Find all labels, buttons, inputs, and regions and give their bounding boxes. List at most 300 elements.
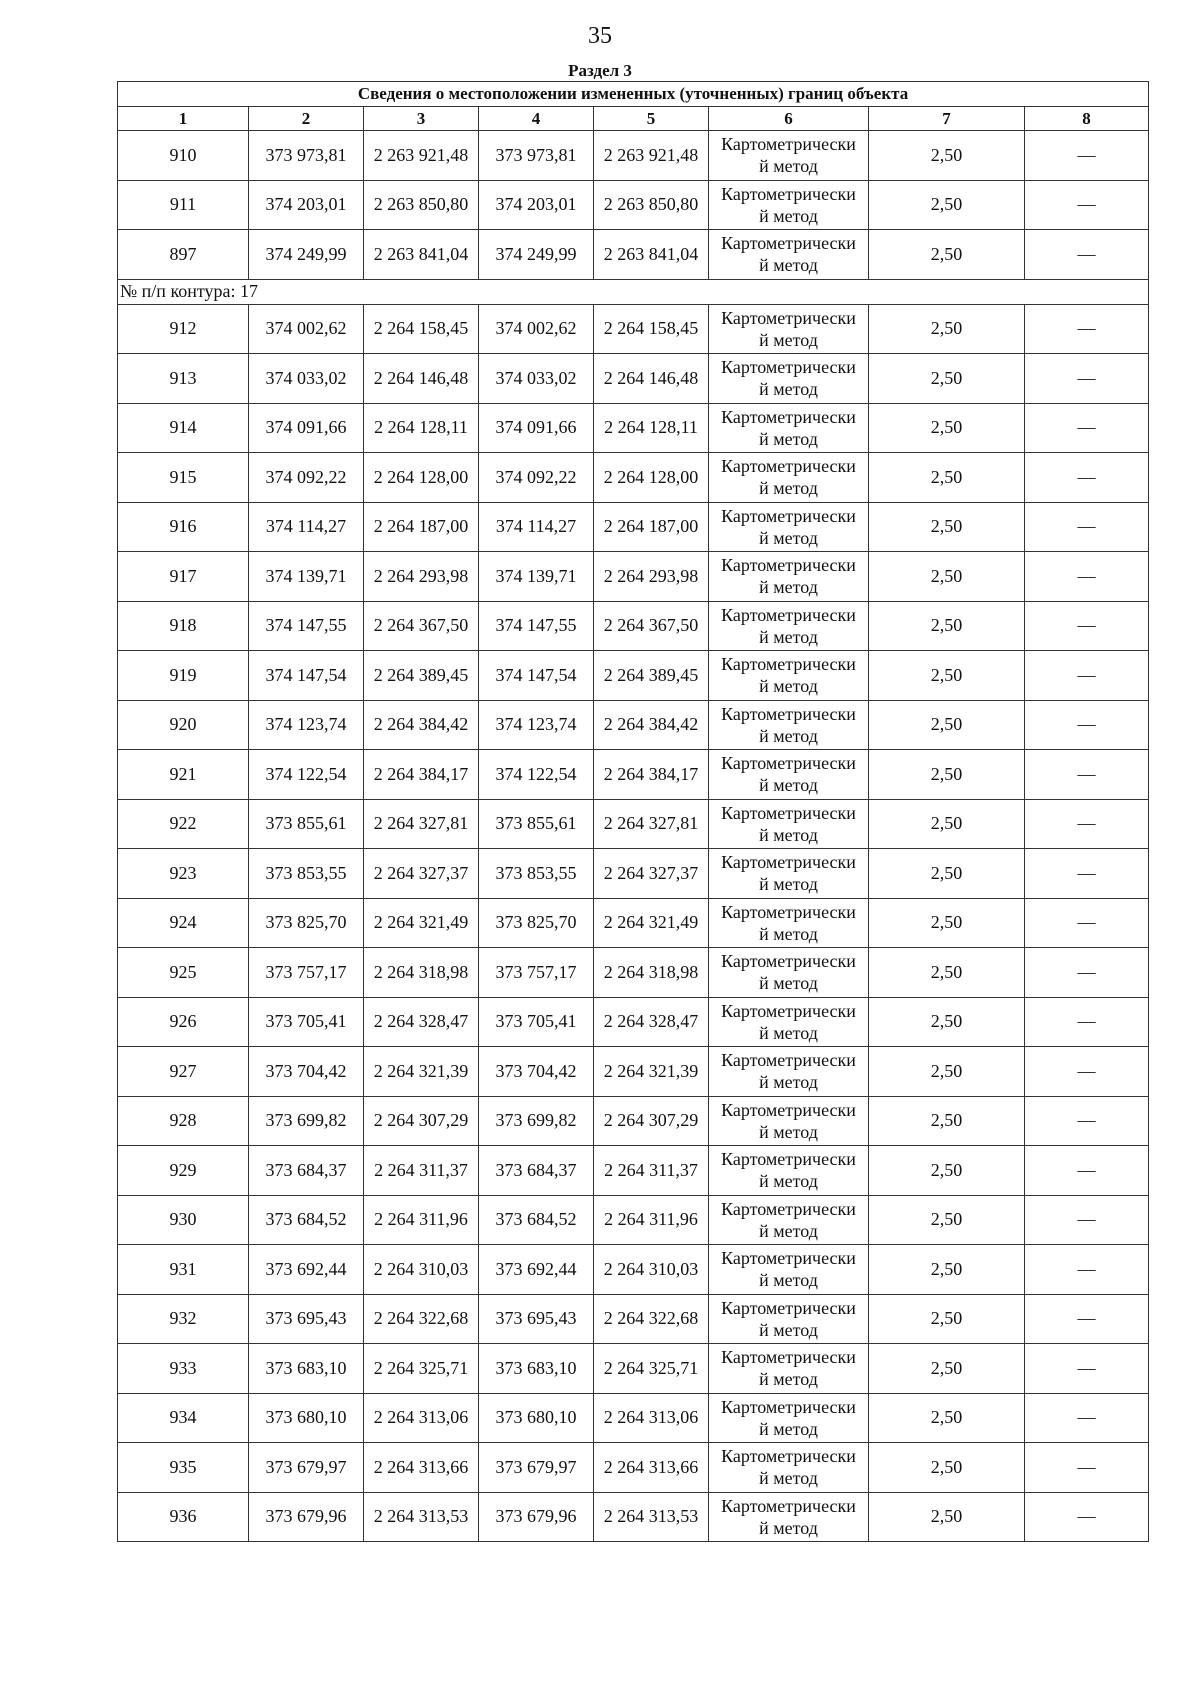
method-text-line: Картометрически <box>721 555 856 576</box>
cell-y-new: 2 264 327,37 <box>594 849 709 899</box>
cell-method <box>709 750 869 800</box>
cell-point-number: 913 <box>118 354 249 404</box>
method-text-line: Картометрически <box>721 233 856 254</box>
cell-method <box>709 1443 869 1493</box>
cell-description: — <box>1025 502 1149 552</box>
cell-accuracy: 2,50 <box>869 1146 1025 1196</box>
cell-description: — <box>1025 1096 1149 1146</box>
cell-x-new: 374 091,66 <box>479 403 594 453</box>
cell-y-new: 2 264 310,03 <box>594 1245 709 1295</box>
cell-accuracy: 2,50 <box>869 1393 1025 1443</box>
table-row <box>118 1393 1149 1443</box>
method-text-line: Картометрически <box>721 1050 856 1071</box>
table-row <box>118 131 1149 181</box>
method-text-line: й метод <box>759 1121 818 1142</box>
cell-accuracy: 2,50 <box>869 1294 1025 1344</box>
table-row <box>118 799 1149 849</box>
method-text-line: Картометрически <box>721 406 856 427</box>
method-text-line: й метод <box>759 379 818 400</box>
method-text-line: й метод <box>759 1517 818 1538</box>
cell-point-number: 925 <box>118 948 249 998</box>
method-text-line: Картометрически <box>721 1099 856 1120</box>
cell-accuracy: 2,50 <box>869 1195 1025 1245</box>
method-text-line: й метод <box>759 676 818 697</box>
method-text-line: Картометрически <box>721 1495 856 1516</box>
cell-y-new: 2 264 384,17 <box>594 750 709 800</box>
cell-accuracy: 2,50 <box>869 1443 1025 1493</box>
cell-point-number: 921 <box>118 750 249 800</box>
cell-method <box>709 1245 869 1295</box>
cell-accuracy: 2,50 <box>869 403 1025 453</box>
cell-description: — <box>1025 601 1149 651</box>
cell-x-new: 374 114,27 <box>479 502 594 552</box>
method-text-line: й метод <box>759 775 818 796</box>
cell-x-existing: 373 679,97 <box>249 1443 364 1493</box>
cell-x-existing: 374 249,99 <box>249 230 364 280</box>
column-header-3: 3 <box>364 107 479 131</box>
column-header-6: 6 <box>709 107 869 131</box>
cell-y-new: 2 264 311,37 <box>594 1146 709 1196</box>
cell-method <box>709 898 869 948</box>
cell-y-new: 2 264 322,68 <box>594 1294 709 1344</box>
cell-point-number: 935 <box>118 1443 249 1493</box>
cell-x-existing: 374 203,01 <box>249 180 364 230</box>
table-row <box>118 1195 1149 1245</box>
cell-accuracy: 2,50 <box>869 1047 1025 1097</box>
method-text-line: Картометрически <box>721 1198 856 1219</box>
cell-method <box>709 304 869 354</box>
table-row <box>118 1047 1149 1097</box>
cell-x-existing: 373 683,10 <box>249 1344 364 1394</box>
cell-x-new: 373 699,82 <box>479 1096 594 1146</box>
cell-point-number: 916 <box>118 502 249 552</box>
table-row <box>118 1344 1149 1394</box>
cell-description: — <box>1025 1146 1149 1196</box>
cell-y-existing: 2 264 310,03 <box>364 1245 479 1295</box>
cell-description: — <box>1025 898 1149 948</box>
cell-description: — <box>1025 230 1149 280</box>
cell-point-number: 923 <box>118 849 249 899</box>
cell-description: — <box>1025 1393 1149 1443</box>
cell-y-new: 2 264 146,48 <box>594 354 709 404</box>
cell-description: — <box>1025 1047 1149 1097</box>
table-row <box>118 601 1149 651</box>
cell-x-new: 373 853,55 <box>479 849 594 899</box>
cell-y-new: 2 264 158,45 <box>594 304 709 354</box>
cell-method <box>709 849 869 899</box>
cell-y-existing: 2 264 384,42 <box>364 700 479 750</box>
column-header-2: 2 <box>249 107 364 131</box>
cell-point-number: 897 <box>118 230 249 280</box>
cell-accuracy: 2,50 <box>869 898 1025 948</box>
cell-point-number: 934 <box>118 1393 249 1443</box>
cell-x-new: 374 249,99 <box>479 230 594 280</box>
cell-y-existing: 2 264 307,29 <box>364 1096 479 1146</box>
cell-x-new: 373 757,17 <box>479 948 594 998</box>
cell-y-existing: 2 264 311,96 <box>364 1195 479 1245</box>
cell-y-new: 2 264 293,98 <box>594 552 709 602</box>
cell-method <box>709 180 869 230</box>
cell-y-existing: 2 264 321,39 <box>364 1047 479 1097</box>
cell-x-existing: 373 973,81 <box>249 131 364 181</box>
cell-y-existing: 2 264 384,17 <box>364 750 479 800</box>
cell-accuracy: 2,50 <box>869 651 1025 701</box>
cell-x-new: 373 695,43 <box>479 1294 594 1344</box>
cell-y-new: 2 264 321,39 <box>594 1047 709 1097</box>
contour-row <box>118 279 1149 304</box>
cell-y-existing: 2 264 321,49 <box>364 898 479 948</box>
column-header-8: 8 <box>1025 107 1149 131</box>
cell-x-existing: 374 092,22 <box>249 453 364 503</box>
cell-y-existing: 2 264 325,71 <box>364 1344 479 1394</box>
cell-y-existing: 2 264 128,00 <box>364 453 479 503</box>
method-text-line: й метод <box>759 1220 818 1241</box>
table-row <box>118 651 1149 701</box>
method-text-line: Картометрически <box>721 183 856 204</box>
cell-y-existing: 2 264 313,66 <box>364 1443 479 1493</box>
cell-y-existing: 2 264 367,50 <box>364 601 479 651</box>
table-row <box>118 750 1149 800</box>
cell-y-existing: 2 264 322,68 <box>364 1294 479 1344</box>
cell-description: — <box>1025 651 1149 701</box>
method-text-line: й метод <box>759 577 818 598</box>
cell-method <box>709 1047 869 1097</box>
cell-x-existing: 373 684,52 <box>249 1195 364 1245</box>
method-text-line: й метод <box>759 527 818 548</box>
table-row <box>118 948 1149 998</box>
cell-y-existing: 2 264 311,37 <box>364 1146 479 1196</box>
cell-x-new: 373 855,61 <box>479 799 594 849</box>
table-row <box>118 180 1149 230</box>
cell-point-number: 924 <box>118 898 249 948</box>
cell-point-number: 917 <box>118 552 249 602</box>
cell-description: — <box>1025 552 1149 602</box>
column-header-4: 4 <box>479 107 594 131</box>
cell-method <box>709 700 869 750</box>
method-text-line: Картометрически <box>721 753 856 774</box>
cell-y-new: 2 264 325,71 <box>594 1344 709 1394</box>
cell-x-existing: 374 123,74 <box>249 700 364 750</box>
cell-x-new: 373 680,10 <box>479 1393 594 1443</box>
cell-description: — <box>1025 750 1149 800</box>
table-row <box>118 552 1149 602</box>
method-text-line: Картометрически <box>721 901 856 922</box>
cell-method <box>709 1195 869 1245</box>
cell-y-new: 2 264 389,45 <box>594 651 709 701</box>
cell-point-number: 911 <box>118 180 249 230</box>
cell-x-existing: 374 114,27 <box>249 502 364 552</box>
cell-accuracy: 2,50 <box>869 750 1025 800</box>
cell-x-new: 373 825,70 <box>479 898 594 948</box>
cell-y-new: 2 264 367,50 <box>594 601 709 651</box>
cell-y-existing: 2 264 327,37 <box>364 849 479 899</box>
method-text-line: й метод <box>759 973 818 994</box>
method-text-line: Картометрически <box>721 703 856 724</box>
cell-description: — <box>1025 1245 1149 1295</box>
cell-x-existing: 373 680,10 <box>249 1393 364 1443</box>
method-text-line: й метод <box>759 874 818 895</box>
cell-description: — <box>1025 1344 1149 1394</box>
method-text-line: Картометрически <box>721 1149 856 1170</box>
cell-x-new: 374 002,62 <box>479 304 594 354</box>
method-text-line: й метод <box>759 255 818 276</box>
table-row <box>118 700 1149 750</box>
table-row <box>118 898 1149 948</box>
column-header-1: 1 <box>118 107 249 131</box>
table-row <box>118 403 1149 453</box>
cell-y-new: 2 264 311,96 <box>594 1195 709 1245</box>
cell-accuracy: 2,50 <box>869 1245 1025 1295</box>
method-text-line: Картометрически <box>721 456 856 477</box>
table-row <box>118 230 1149 280</box>
table-row <box>118 1294 1149 1344</box>
method-text-line: й метод <box>759 156 818 177</box>
cell-x-existing: 373 705,41 <box>249 997 364 1047</box>
cell-y-new: 2 264 328,47 <box>594 997 709 1047</box>
cell-x-new: 374 147,54 <box>479 651 594 701</box>
cell-y-existing: 2 264 313,53 <box>364 1492 479 1542</box>
cell-y-new: 2 264 318,98 <box>594 948 709 998</box>
cell-y-existing: 2 263 841,04 <box>364 230 479 280</box>
cell-point-number: 922 <box>118 799 249 849</box>
contour-label: № п/п контура: 17 <box>118 279 1149 304</box>
cell-x-existing: 373 699,82 <box>249 1096 364 1146</box>
method-text-line: й метод <box>759 1319 818 1340</box>
table-row <box>118 1245 1149 1295</box>
cell-method <box>709 948 869 998</box>
cell-x-existing: 373 695,43 <box>249 1294 364 1344</box>
cell-accuracy: 2,50 <box>869 799 1025 849</box>
method-text-line: й метод <box>759 1468 818 1489</box>
cell-method <box>709 552 869 602</box>
cell-accuracy: 2,50 <box>869 1096 1025 1146</box>
cell-description: — <box>1025 180 1149 230</box>
cell-x-existing: 374 139,71 <box>249 552 364 602</box>
method-text-line: Картометрически <box>721 1396 856 1417</box>
cell-x-existing: 373 825,70 <box>249 898 364 948</box>
cell-accuracy: 2,50 <box>869 948 1025 998</box>
cell-x-new: 373 684,37 <box>479 1146 594 1196</box>
method-text-line: й метод <box>759 1171 818 1192</box>
cell-y-existing: 2 263 921,48 <box>364 131 479 181</box>
cell-x-new: 374 139,71 <box>479 552 594 602</box>
cell-accuracy: 2,50 <box>869 304 1025 354</box>
cell-method <box>709 1492 869 1542</box>
cell-x-new: 374 147,55 <box>479 601 594 651</box>
cell-accuracy: 2,50 <box>869 1344 1025 1394</box>
cell-method <box>709 230 869 280</box>
cell-accuracy: 2,50 <box>869 849 1025 899</box>
cell-point-number: 927 <box>118 1047 249 1097</box>
cell-point-number: 930 <box>118 1195 249 1245</box>
method-text-line: Картометрически <box>721 357 856 378</box>
table-row <box>118 1096 1149 1146</box>
method-text-line: Картометрически <box>721 307 856 328</box>
cell-method <box>709 997 869 1047</box>
cell-method <box>709 601 869 651</box>
cell-accuracy: 2,50 <box>869 997 1025 1047</box>
cell-point-number: 920 <box>118 700 249 750</box>
cell-description: — <box>1025 354 1149 404</box>
cell-accuracy: 2,50 <box>869 502 1025 552</box>
method-text-line: й метод <box>759 1369 818 1390</box>
cell-description: — <box>1025 1195 1149 1245</box>
cell-x-existing: 374 122,54 <box>249 750 364 800</box>
cell-x-existing: 374 147,54 <box>249 651 364 701</box>
method-text-line: й метод <box>759 626 818 647</box>
cell-x-existing: 373 692,44 <box>249 1245 364 1295</box>
cell-x-existing: 374 033,02 <box>249 354 364 404</box>
table-row <box>118 997 1149 1047</box>
cell-method <box>709 403 869 453</box>
cell-y-new: 2 264 313,66 <box>594 1443 709 1493</box>
cell-y-existing: 2 263 850,80 <box>364 180 479 230</box>
cell-x-new: 373 684,52 <box>479 1195 594 1245</box>
cell-point-number: 931 <box>118 1245 249 1295</box>
cell-y-existing: 2 264 318,98 <box>364 948 479 998</box>
cell-point-number: 910 <box>118 131 249 181</box>
cell-y-new: 2 264 321,49 <box>594 898 709 948</box>
section-title: Раздел 3 <box>568 61 632 80</box>
cell-method <box>709 354 869 404</box>
cell-method <box>709 453 869 503</box>
cell-point-number: 933 <box>118 1344 249 1394</box>
method-text-line: й метод <box>759 923 818 944</box>
cell-x-existing: 373 853,55 <box>249 849 364 899</box>
method-text-line: й метод <box>759 1418 818 1439</box>
cell-description: — <box>1025 131 1149 181</box>
cell-description: — <box>1025 1443 1149 1493</box>
cell-x-existing: 374 091,66 <box>249 403 364 453</box>
cell-x-new: 373 704,42 <box>479 1047 594 1097</box>
method-text-line: Картометрически <box>721 505 856 526</box>
cell-y-existing: 2 264 327,81 <box>364 799 479 849</box>
cell-x-new: 373 973,81 <box>479 131 594 181</box>
cell-y-existing: 2 264 128,11 <box>364 403 479 453</box>
cell-accuracy: 2,50 <box>869 354 1025 404</box>
method-text-line: Картометрически <box>721 604 856 625</box>
column-numbers-row <box>118 107 1149 131</box>
cell-description: — <box>1025 403 1149 453</box>
cell-y-new: 2 264 384,42 <box>594 700 709 750</box>
cell-y-existing: 2 264 187,00 <box>364 502 479 552</box>
cell-x-existing: 373 757,17 <box>249 948 364 998</box>
cell-method <box>709 1393 869 1443</box>
cell-accuracy: 2,50 <box>869 700 1025 750</box>
method-text-line: й метод <box>759 205 818 226</box>
cell-x-existing: 373 704,42 <box>249 1047 364 1097</box>
cell-x-new: 374 123,74 <box>479 700 594 750</box>
cell-accuracy: 2,50 <box>869 552 1025 602</box>
cell-method <box>709 1344 869 1394</box>
cell-x-existing: 374 147,55 <box>249 601 364 651</box>
cell-y-new: 2 264 128,11 <box>594 403 709 453</box>
cell-accuracy: 2,50 <box>869 453 1025 503</box>
cell-x-new: 373 692,44 <box>479 1245 594 1295</box>
cell-method <box>709 651 869 701</box>
cell-x-new: 373 679,96 <box>479 1492 594 1542</box>
cell-y-new: 2 264 128,00 <box>594 453 709 503</box>
cell-description: — <box>1025 1294 1149 1344</box>
cell-description: — <box>1025 700 1149 750</box>
method-text-line: Картометрически <box>721 1248 856 1269</box>
cell-method <box>709 131 869 181</box>
cell-x-new: 374 092,22 <box>479 453 594 503</box>
cell-y-existing: 2 264 158,45 <box>364 304 479 354</box>
table-row <box>118 354 1149 404</box>
method-text-line: Картометрически <box>721 1446 856 1467</box>
page-number: 35 <box>588 23 612 49</box>
cell-x-new: 373 679,97 <box>479 1443 594 1493</box>
cell-y-existing: 2 264 293,98 <box>364 552 479 602</box>
cell-y-new: 2 263 921,48 <box>594 131 709 181</box>
method-text-line: й метод <box>759 1072 818 1093</box>
column-header-5: 5 <box>594 107 709 131</box>
cell-point-number: 919 <box>118 651 249 701</box>
cell-method <box>709 1146 869 1196</box>
cell-y-new: 2 263 841,04 <box>594 230 709 280</box>
method-text-line: й метод <box>759 478 818 499</box>
cell-point-number: 918 <box>118 601 249 651</box>
cell-description: — <box>1025 453 1149 503</box>
cell-y-new: 2 264 307,29 <box>594 1096 709 1146</box>
cell-accuracy: 2,50 <box>869 601 1025 651</box>
method-text-line: Картометрически <box>721 1347 856 1368</box>
cell-method <box>709 502 869 552</box>
cell-description: — <box>1025 948 1149 998</box>
cell-point-number: 915 <box>118 453 249 503</box>
method-text-line: Картометрически <box>721 802 856 823</box>
cell-x-existing: 374 002,62 <box>249 304 364 354</box>
cell-y-new: 2 264 327,81 <box>594 799 709 849</box>
cell-point-number: 936 <box>118 1492 249 1542</box>
cell-x-new: 374 033,02 <box>479 354 594 404</box>
cell-description: — <box>1025 1492 1149 1542</box>
cell-y-existing: 2 264 389,45 <box>364 651 479 701</box>
method-text-line: Картометрически <box>721 134 856 155</box>
cell-y-existing: 2 264 328,47 <box>364 997 479 1047</box>
cell-accuracy: 2,50 <box>869 230 1025 280</box>
method-text-line: й метод <box>759 329 818 350</box>
cell-x-existing: 373 679,96 <box>249 1492 364 1542</box>
table-row <box>118 1492 1149 1542</box>
cell-description: — <box>1025 849 1149 899</box>
table-row <box>118 453 1149 503</box>
cell-x-new: 374 122,54 <box>479 750 594 800</box>
cell-accuracy: 2,50 <box>869 1492 1025 1542</box>
method-text-line: Картометрически <box>721 852 856 873</box>
cell-accuracy: 2,50 <box>869 131 1025 181</box>
method-text-line: Картометрически <box>721 951 856 972</box>
cell-accuracy: 2,50 <box>869 180 1025 230</box>
cell-description: — <box>1025 997 1149 1047</box>
cell-y-new: 2 264 187,00 <box>594 502 709 552</box>
cell-point-number: 926 <box>118 997 249 1047</box>
method-text-line: Картометрически <box>721 654 856 675</box>
cell-y-existing: 2 264 146,48 <box>364 354 479 404</box>
method-text-line: й метод <box>759 1022 818 1043</box>
cell-y-new: 2 263 850,80 <box>594 180 709 230</box>
coordinates-table <box>117 81 1149 1542</box>
cell-method <box>709 1096 869 1146</box>
column-header-7: 7 <box>869 107 1025 131</box>
cell-y-new: 2 264 313,53 <box>594 1492 709 1542</box>
cell-x-existing: 373 855,61 <box>249 799 364 849</box>
cell-x-new: 373 683,10 <box>479 1344 594 1394</box>
method-text-line: Картометрически <box>721 1000 856 1021</box>
cell-description: — <box>1025 304 1149 354</box>
table-row <box>118 1146 1149 1196</box>
